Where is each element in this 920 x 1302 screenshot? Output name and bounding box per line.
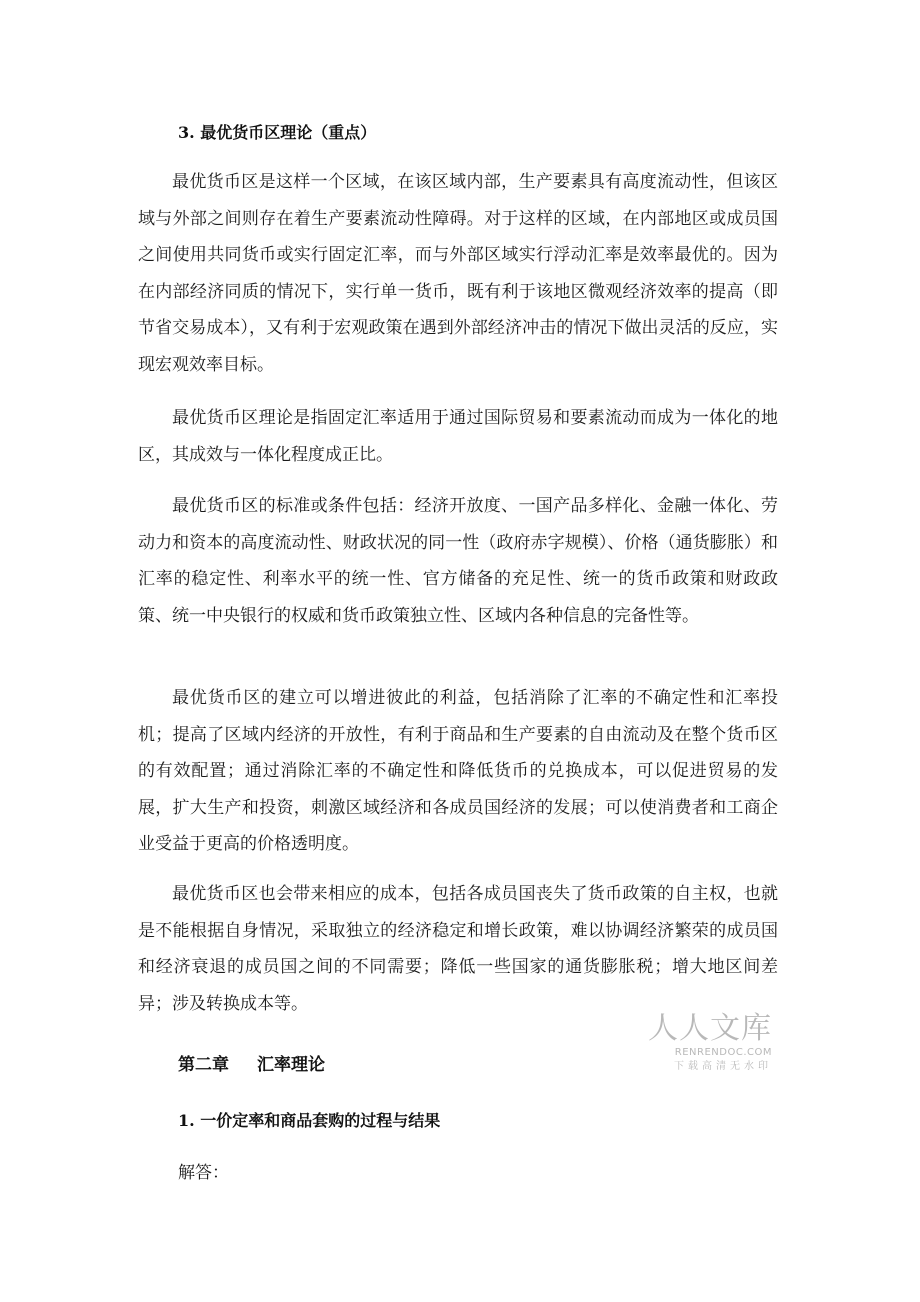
question-heading: 1. 一价定率和商品套购的过程与结果: [178, 1111, 441, 1130]
paragraph-criteria: 最优货币区的标准或条件包括：经济开放度、一国产品多样化、金融一体化、劳动力和资本的高度流动性、财政状况的同一性（政府赤字规模）、价格（通货膨胀）和汇率的稳定性、利率水平的统一性、官方储备的充足性、统一的货币政策和财政政策、统一中央银行的权威和货币政策独立性、区域内各种信息的完备性等。: [138, 496, 778, 626]
watermark-logo: [648, 1012, 772, 1074]
watermark-slogan: 下载高清无水印: [674, 1061, 772, 1072]
watermark-title: 人人文库: [648, 1011, 772, 1046]
chapter-heading: [178, 1050, 325, 1075]
chapter-title: 汇率理论: [257, 1055, 325, 1075]
watermark-url: RENRENDOC.COM: [674, 1047, 772, 1058]
paragraph-theory: 最优货币区理论是指固定汇率适用于通过国际贸易和要素流动而成为一体化的地区，其成效与一体化程度成正比。: [138, 408, 778, 465]
paragraph-definition: 最优货币区是这样一个区域，在该区域内部，生产要素具有高度流动性，但该区域与外部之间则存在着生产要素流动性障碍。对于这样的区域，在内部地区或成员国之间使用共同货币或实行固定汇率，而与外部区域实行浮动汇率是效率最优的。因为在内部经济同质的情况下，实行单一货币，既有利于该地区微观经济效率的提高（即节省交易成本），又有利于宏观政策在遇到外部经济冲击的情况下做出灵活的反应，实现宏观效率目标。: [138, 172, 778, 375]
paragraph-costs: 最优货币区也会带来相应的成本，包括各成员国丧失了货币政策的自主权，也就是不能根据自身情况，采取独立的经济稳定和增长政策，难以协调经济繁荣的成员国和经济衰退的成员国之间的不同需要；降低一些国家的通货膨胀税；增大地区间差异；涉及转换成本等。: [138, 884, 778, 1014]
chapter-number: 第二章: [178, 1055, 229, 1075]
answer-label: 解答：: [178, 1163, 229, 1183]
section-heading: 3. 最优货币区理论（重点）: [178, 123, 377, 142]
paragraph-benefits: 最优货币区的建立可以增进彼此的利益，包括消除了汇率的不确定性和汇率投机；提高了区域内经济的开放性，有利于商品和生产要素的自由流动及在整个货币区的有效配置；通过消除汇率的不确定性和降低货币的兑换成本，可以促进贸易的发展，扩大生产和投资，刺激区域经济和各成员国经济的发展；可以使消费者和工商企业受益于更高的价格透明度。: [138, 688, 778, 854]
